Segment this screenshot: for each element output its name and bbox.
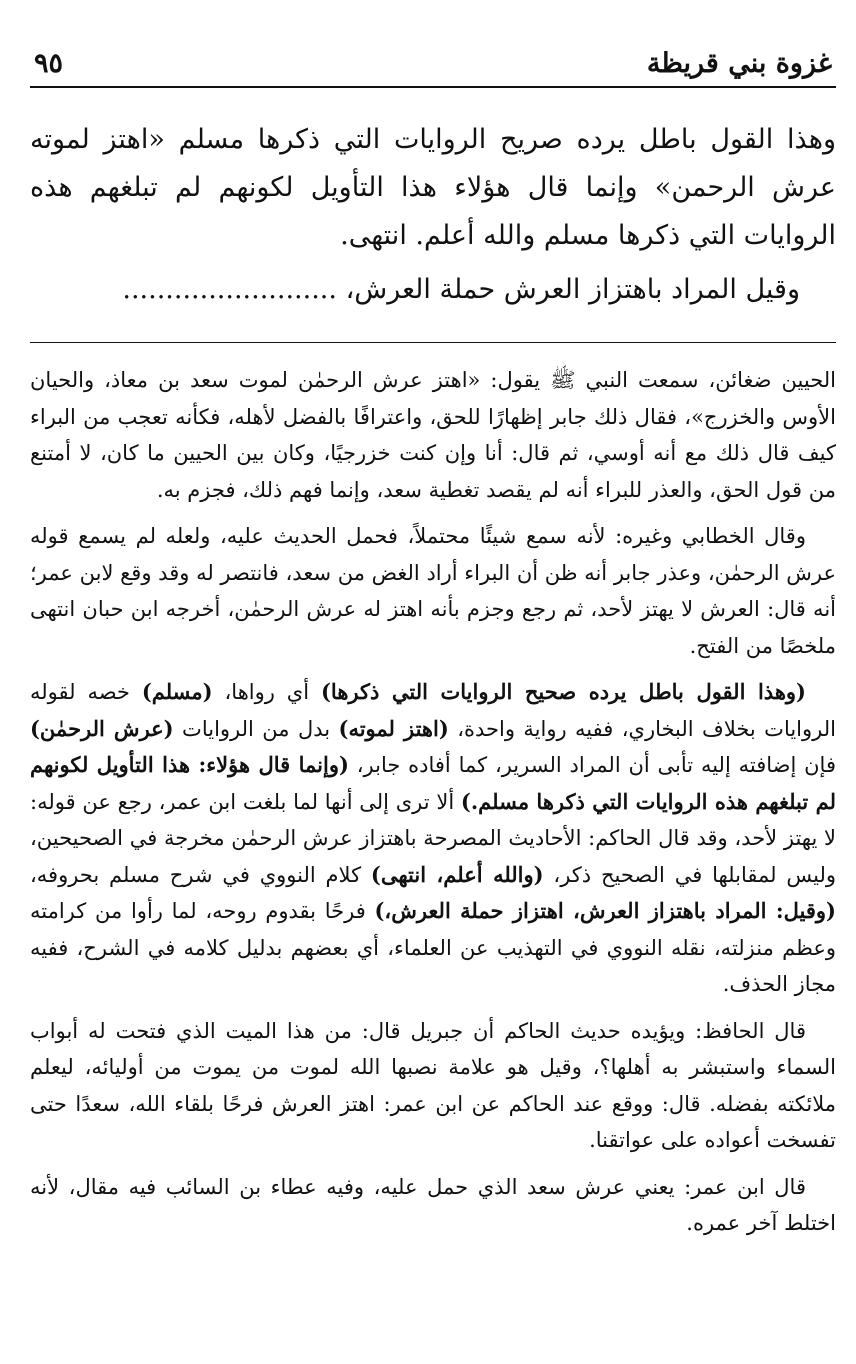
commentary-text: خصه لقوله الروايات بخلاف البخاري، ففيه رواية واحدة، (30, 680, 836, 741)
quoted-text: (عرش الرحمٰن) (30, 715, 174, 741)
commentary-text: أي رواها، (212, 680, 321, 704)
main-paragraph-continued (30, 266, 836, 314)
commentary-paragraph: وقال الخطابي وغيره: لأنه سمع شيئًا محتملاً، فحمل الحديث عليه، ولعله لم يسمع قوله عرش الرحمٰن، وعذر جابر أنه ظن أن البراء أراد الغض من سعد، فانتصر له وقد وقع لابن عمر؛ أنه قال: العرش لا يهتز لأحد، ثم رجع وجزم بأنه اهتز له عرش الرحمٰن، أخرجه ابن حبان انتهى ملخصًا من الفتح. (30, 524, 836, 658)
commentary-text: كلام النووي في شرح مسلم بحروفه، (30, 862, 371, 887)
main-paragraph-text: وقيل المراد باهتزاز العرش حملة العرش، (345, 274, 800, 305)
quoted-text: (وقيل: المراد باهتزاز العرش، اهتزاز حملة العرش،) (374, 898, 836, 923)
commentary-text: فإن إضافته إليه تأبى أن المراد السرير، كما أفاده جابر، (348, 753, 836, 777)
ellipsis-dots: ......................... (122, 274, 337, 305)
main-paragraph: وهذا القول باطل يرده صريح الروايات التي ذكرها مسلم «اهتز لموته عرش الرحمن» وإنما قال هؤلاء هذا التأويل لكونهم لم تبلغهم هذه الروايات التي ذكرها مسلم والله أعلم. انتهى. (30, 124, 836, 251)
quoted-text: (اهتز لموته) (338, 715, 449, 741)
quoted-text: (والله أعلم، انتهى) (370, 861, 544, 887)
commentary-block (30, 362, 836, 1252)
commentary-text: بدل من الروايات (173, 716, 339, 741)
commentary-text: فرحًا بقدوم روحه، لما رأوا من كرامته وعظم منزلته، نقله النووي في التهذيب عن العلماء، أي بعضهم بدليل كلامه في الشرح، ففيه مجاز الحذف. (30, 899, 836, 996)
commentary-paragraph: قال الحافظ: ويؤيده حديث الحاكم أن جبريل قال: من هذا الميت الذي فتحت له أبواب السماء واستبشر به أهلها؟، وقيل هو علامة نصبها الله لموت من يموت من أوليائه، ليعلم ملائكته بفضله. قال: ووقع عند الحاكم عن ابن عمر: اهتز العرش فرحًا بلقاء الله، سعدًا حتى تفسخت أعواده على عواتقنا. (30, 1018, 836, 1152)
commentary-text: ألا ترى إلى أنها لما بلغت ابن عمر، رجع عن قوله: لا يهتز لأحد، وقد قال الحاكم: الأحاديث المصرحة باهتزاز عرش الرحمٰن مخرجة في الصحيحين، وليس لمقابلها في الصحيح ذكر، (30, 789, 836, 887)
quoted-text: (مسلم) (141, 679, 213, 704)
commentary-paragraph: قال ابن عمر: يعني عرش سعد الذي حمل عليه، وفيه عطاء بن السائب فيه مقال، لأنه اختلط آخر عمره. (30, 1174, 836, 1235)
page-number: ٩٥ (34, 47, 64, 79)
footnote-separator (30, 342, 836, 343)
quoted-text: (وهذا القول باطل يرده صحيح الروايات التي ذكرها) (321, 679, 806, 704)
commentary-paragraph: الحيين ضغائن، سمعت النبي ﷺ يقول: «اهتز عرش الرحمٰن لموت سعد بن معاذ، والحيان الأوس والخزرج»، فقال ذلك جابر إظهارًا للحق، واعترافًا بالفضل لأهله، فكأنه تعجب من البراء كيف قال ذلك مع أنه أوسي، ثم قال: أنا وإن كنت خزرجيًا، وكان بين الحيين ما كان، لا أمتنع من قول الحق، والعذر للبراء أنه لم يقصد تغطية سعد، وإنما فهم ذلك، فجزم به. (30, 368, 836, 502)
quoted-text: (وإنما قال هؤلاء: هذا التأويل لكونهم لم تبلغهم هذه الروايات التي ذكرها مسلم.) (30, 752, 836, 814)
commentary-paragraph-annotated (30, 674, 836, 1003)
page-header (30, 40, 836, 88)
book-page (30, 0, 836, 1364)
running-title: غزوة بني قريظة (646, 47, 832, 79)
main-text (30, 116, 836, 314)
